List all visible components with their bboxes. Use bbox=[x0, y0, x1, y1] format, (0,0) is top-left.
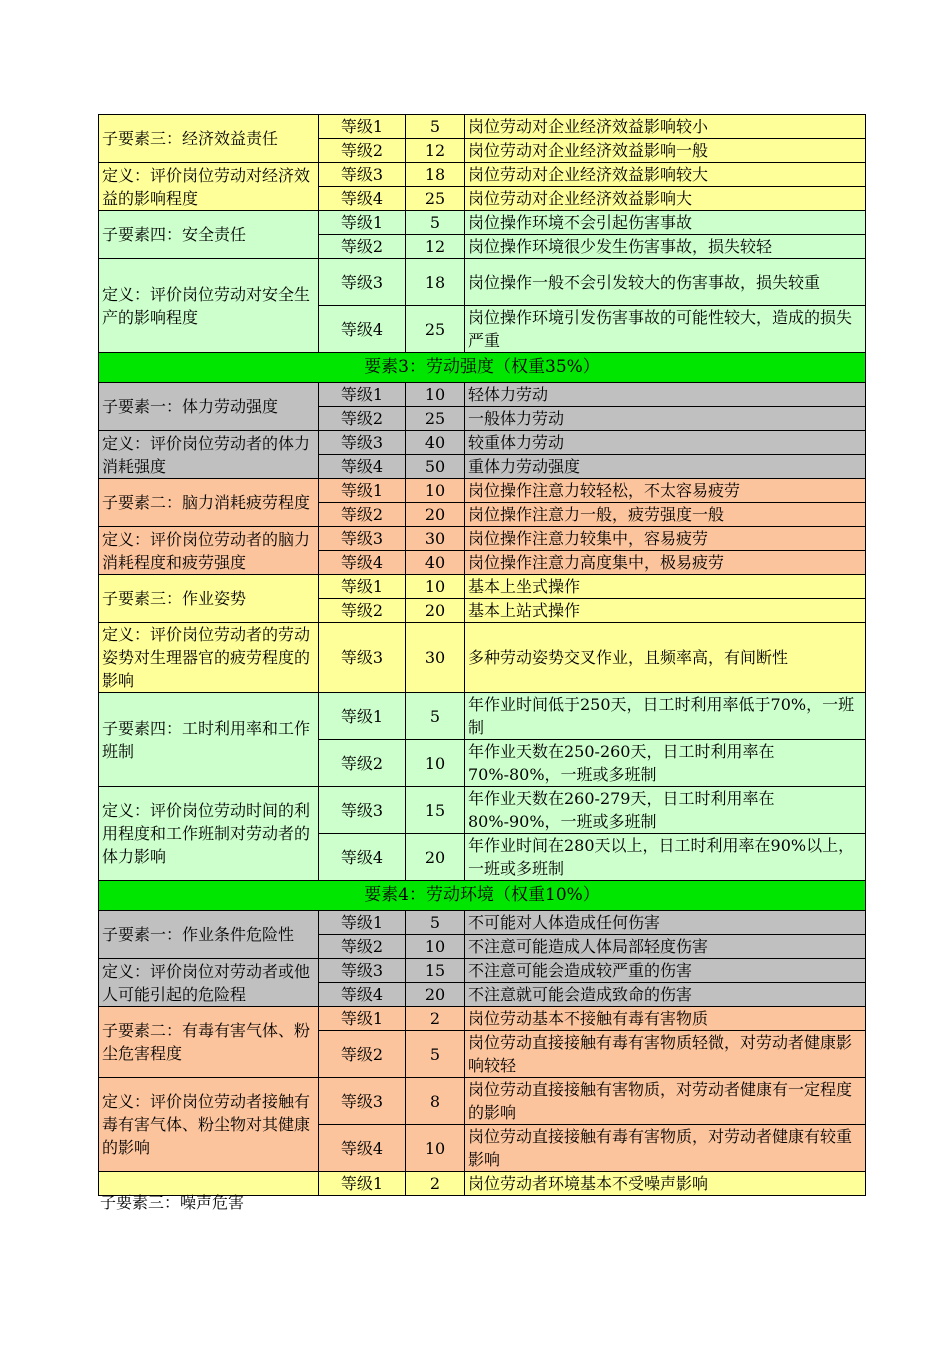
table-row bbox=[99, 693, 866, 740]
section-header: 要素3：劳动强度（权重35%） bbox=[99, 353, 866, 383]
description-cell: 岗位劳动直接接触有毒有害物质轻微，对劳动者健康影响较轻 bbox=[465, 1031, 866, 1078]
subfactor-title: 子要素二：脑力消耗疲劳程度 bbox=[99, 479, 319, 527]
job-evaluation-table bbox=[98, 114, 866, 1196]
points-cell: 50 bbox=[406, 455, 465, 479]
level-cell: 等级3 bbox=[319, 431, 406, 455]
subfactor-title: 子要素一：作业条件危险性 bbox=[99, 911, 319, 959]
points-cell: 15 bbox=[406, 959, 465, 983]
points-cell: 25 bbox=[406, 407, 465, 431]
description-cell: 重体力劳动强度 bbox=[465, 455, 866, 479]
points-cell: 5 bbox=[406, 911, 465, 935]
description-cell: 不注意就可能会造成致命的伤害 bbox=[465, 983, 866, 1007]
points-cell: 30 bbox=[406, 527, 465, 551]
subfactor-title: 子要素二：有毒有害气体、粉尘危害程度 bbox=[99, 1007, 319, 1078]
subfactor-definition: 定义：评价岗位劳动者的体力消耗强度 bbox=[99, 431, 319, 479]
subfactor-title: 子要素三：经济效益责任 bbox=[99, 115, 319, 163]
points-cell: 20 bbox=[406, 834, 465, 881]
description-cell: 岗位劳动对企业经济效益影响较小 bbox=[465, 115, 866, 139]
subfactor-definition: 定义：评价岗位劳动者的脑力消耗程度和疲劳强度 bbox=[99, 527, 319, 575]
points-cell: 10 bbox=[406, 479, 465, 503]
subfactor-definition: 定义：评价岗位对劳动者或他人可能引起的危险程 bbox=[99, 959, 319, 1007]
description-cell: 不可能对人体造成任何伤害 bbox=[465, 911, 866, 935]
section-header-row bbox=[99, 881, 866, 911]
subfactor-definition: 定义：评价岗位劳动对安全生产的影响程度 bbox=[99, 259, 319, 353]
points-cell: 40 bbox=[406, 551, 465, 575]
table-row bbox=[99, 259, 866, 306]
level-cell: 等级4 bbox=[319, 983, 406, 1007]
table-row bbox=[99, 1078, 866, 1125]
subfactor-definition: 定义：评价岗位劳动者的劳动姿势对生理器官的疲劳程度的影响 bbox=[99, 623, 319, 693]
description-cell: 基本上坐式操作 bbox=[465, 575, 866, 599]
level-cell: 等级2 bbox=[319, 407, 406, 431]
points-cell: 18 bbox=[406, 163, 465, 187]
points-cell: 10 bbox=[406, 935, 465, 959]
description-cell: 基本上站式操作 bbox=[465, 599, 866, 623]
points-cell: 5 bbox=[406, 115, 465, 139]
table-row bbox=[99, 787, 866, 834]
level-cell: 等级1 bbox=[319, 693, 406, 740]
points-cell: 18 bbox=[406, 259, 465, 306]
level-cell: 等级2 bbox=[319, 235, 406, 259]
description-cell: 岗位操作注意力较集中，容易疲劳 bbox=[465, 527, 866, 551]
level-cell: 等级3 bbox=[319, 623, 406, 693]
section-header-row bbox=[99, 353, 866, 383]
description-cell: 岗位劳动直接接触有毒有害物质，对劳动者健康有较重影响 bbox=[465, 1125, 866, 1172]
description-cell: 岗位操作注意力一般，疲劳强度一般 bbox=[465, 503, 866, 527]
level-cell: 等级1 bbox=[319, 211, 406, 235]
points-cell: 30 bbox=[406, 623, 465, 693]
points-cell: 40 bbox=[406, 431, 465, 455]
points-cell: 10 bbox=[406, 383, 465, 407]
subfactor-definition: 定义：评价岗位劳动对经济效益的影响程度 bbox=[99, 163, 319, 211]
level-cell: 等级4 bbox=[319, 455, 406, 479]
description-cell: 一般体力劳动 bbox=[465, 407, 866, 431]
subfactor-title: 子要素三：作业姿势 bbox=[99, 575, 319, 623]
table-row bbox=[99, 527, 866, 551]
points-cell: 25 bbox=[406, 306, 465, 353]
description-cell: 岗位劳动直接接触有害物质，对劳动者健康有一定程度的影响 bbox=[465, 1078, 866, 1125]
table-row bbox=[99, 383, 866, 407]
level-cell: 等级1 bbox=[319, 911, 406, 935]
points-cell: 5 bbox=[406, 693, 465, 740]
level-cell: 等级1 bbox=[319, 1172, 406, 1196]
points-cell: 10 bbox=[406, 740, 465, 787]
description-cell: 岗位操作注意力较轻松，不太容易疲劳 bbox=[465, 479, 866, 503]
points-cell: 5 bbox=[406, 211, 465, 235]
level-cell: 等级2 bbox=[319, 599, 406, 623]
level-cell: 等级1 bbox=[319, 383, 406, 407]
description-cell: 不注意可能会造成较严重的伤害 bbox=[465, 959, 866, 983]
description-cell: 岗位劳动基本不接触有毒有害物质 bbox=[465, 1007, 866, 1031]
description-cell: 岗位劳动对企业经济效益影响大 bbox=[465, 187, 866, 211]
level-cell: 等级2 bbox=[319, 1031, 406, 1078]
points-cell: 2 bbox=[406, 1172, 465, 1196]
subfactor-definition: 定义：评价岗位劳动时间的利用程度和工作班制对劳动者的体力影响 bbox=[99, 787, 319, 881]
table-row bbox=[99, 115, 866, 139]
level-cell: 等级4 bbox=[319, 187, 406, 211]
level-cell: 等级3 bbox=[319, 527, 406, 551]
points-cell: 10 bbox=[406, 575, 465, 599]
page-footer-text: 子要素三：噪声危害 bbox=[100, 1193, 245, 1212]
points-cell: 20 bbox=[406, 983, 465, 1007]
description-cell: 岗位操作一般不会引发较大的伤害事故，损失较重 bbox=[465, 259, 866, 306]
description-cell: 岗位劳动者环境基本不受噪声影响 bbox=[465, 1172, 866, 1196]
level-cell: 等级3 bbox=[319, 787, 406, 834]
description-cell: 不注意可能造成人体局部轻度伤害 bbox=[465, 935, 866, 959]
points-cell: 12 bbox=[406, 235, 465, 259]
points-cell: 12 bbox=[406, 139, 465, 163]
level-cell: 等级2 bbox=[319, 503, 406, 527]
description-cell: 岗位劳动对企业经济效益影响较大 bbox=[465, 163, 866, 187]
points-cell: 25 bbox=[406, 187, 465, 211]
description-cell: 岗位操作环境引发伤害事故的可能性较大，造成的损失严重 bbox=[465, 306, 866, 353]
description-cell: 年作业时间低于250天，日工时利用率低于70%，一班制 bbox=[465, 693, 866, 740]
subfactor-definition: 定义：评价岗位劳动者接触有毒有害气体、粉尘物对其健康的影响 bbox=[99, 1078, 319, 1172]
points-cell: 15 bbox=[406, 787, 465, 834]
section-header: 要素4：劳动环境（权重10%） bbox=[99, 881, 866, 911]
level-cell: 等级1 bbox=[319, 479, 406, 503]
level-cell: 等级1 bbox=[319, 1007, 406, 1031]
level-cell: 等级2 bbox=[319, 740, 406, 787]
description-cell: 年作业时间在280天以上，日工时利用率在90%以上，一班或多班制 bbox=[465, 834, 866, 881]
description-cell: 年作业天数在260-279天，日工时利用率在80%-90%，一班或多班制 bbox=[465, 787, 866, 834]
points-cell: 20 bbox=[406, 599, 465, 623]
points-cell: 10 bbox=[406, 1125, 465, 1172]
level-cell: 等级3 bbox=[319, 1078, 406, 1125]
table-row bbox=[99, 431, 866, 455]
table-row bbox=[99, 911, 866, 935]
description-cell: 岗位操作注意力高度集中，极易疲劳 bbox=[465, 551, 866, 575]
points-cell: 20 bbox=[406, 503, 465, 527]
level-cell: 等级3 bbox=[319, 163, 406, 187]
level-cell: 等级2 bbox=[319, 935, 406, 959]
level-cell: 等级4 bbox=[319, 306, 406, 353]
description-cell: 岗位操作环境不会引起伤害事故 bbox=[465, 211, 866, 235]
description-cell: 岗位操作环境很少发生伤害事故，损失较轻 bbox=[465, 235, 866, 259]
table-row bbox=[99, 959, 866, 983]
points-cell: 2 bbox=[406, 1007, 465, 1031]
points-cell: 5 bbox=[406, 1031, 465, 1078]
table-row bbox=[99, 623, 866, 693]
points-cell: 8 bbox=[406, 1078, 465, 1125]
description-cell: 轻体力劳动 bbox=[465, 383, 866, 407]
level-cell: 等级2 bbox=[319, 139, 406, 163]
subfactor-title: 子要素一：体力劳动强度 bbox=[99, 383, 319, 431]
level-cell: 等级4 bbox=[319, 834, 406, 881]
level-cell: 等级4 bbox=[319, 1125, 406, 1172]
table-row bbox=[99, 1007, 866, 1031]
level-cell: 等级3 bbox=[319, 259, 406, 306]
table-row bbox=[99, 163, 866, 187]
table-row bbox=[99, 211, 866, 235]
description-cell: 多种劳动姿势交叉作业，且频率高，有间断性 bbox=[465, 623, 866, 693]
description-cell: 岗位劳动对企业经济效益影响一般 bbox=[465, 139, 866, 163]
level-cell: 等级1 bbox=[319, 575, 406, 599]
level-cell: 等级1 bbox=[319, 115, 406, 139]
description-cell: 较重体力劳动 bbox=[465, 431, 866, 455]
description-cell: 年作业天数在250-260天，日工时利用率在70%-80%，一班或多班制 bbox=[465, 740, 866, 787]
level-cell: 等级3 bbox=[319, 959, 406, 983]
subfactor-title: 子要素四：工时利用率和工作班制 bbox=[99, 693, 319, 787]
level-cell: 等级4 bbox=[319, 551, 406, 575]
subfactor-title: 子要素四：安全责任 bbox=[99, 211, 319, 259]
table-row bbox=[99, 575, 866, 599]
table-row bbox=[99, 479, 866, 503]
